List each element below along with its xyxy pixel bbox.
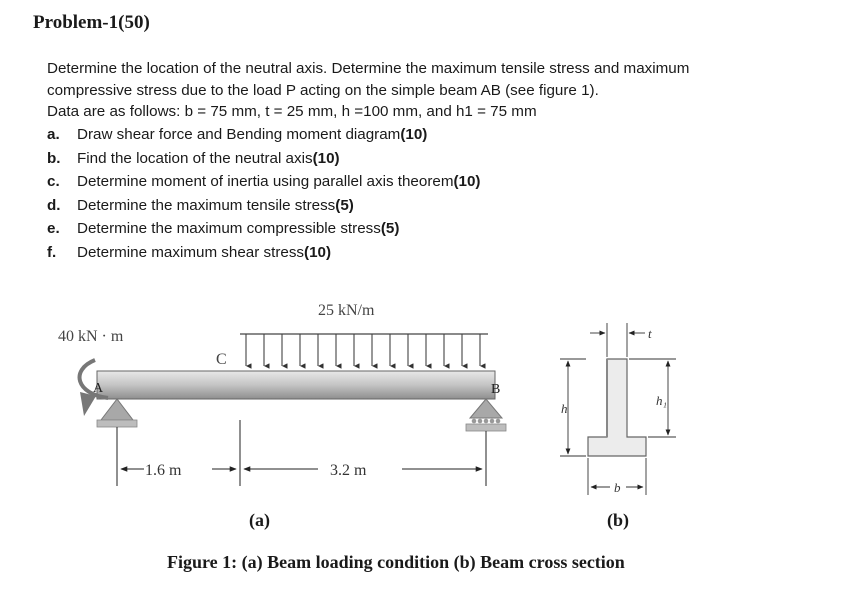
- beam: [97, 371, 495, 399]
- pin-support-a: [97, 399, 137, 427]
- roller-support-b: [466, 399, 506, 431]
- task-mark: c.: [47, 173, 60, 190]
- task-text: Determine the maximum compressible stress: [77, 220, 381, 237]
- intro-line-2: compressive stress due to the load P acting on the simple beam AB (see figure 1).: [47, 81, 599, 99]
- task-points: (5): [335, 196, 354, 214]
- point-a-label: A: [93, 381, 104, 396]
- label-h1: h₁: [656, 393, 668, 408]
- point-b-label: B: [491, 382, 501, 397]
- task-mark: b.: [47, 149, 61, 167]
- task-mark: e.: [47, 220, 60, 237]
- distributed-load: [240, 302, 488, 366]
- task-points: (10): [400, 126, 428, 143]
- task-text: Determine the maximum tensile stress: [77, 196, 336, 214]
- task-points: (5): [380, 220, 400, 237]
- problem-title: Problem-1(50): [33, 12, 150, 33]
- task-text: Draw shear force and Bending moment diagram: [77, 126, 401, 143]
- task-points: (10): [304, 243, 332, 261]
- task-mark: f.: [47, 243, 57, 261]
- subfigure-a-label: (a): [249, 510, 270, 530]
- task-points: (10): [453, 173, 481, 190]
- label-h: h: [561, 401, 568, 416]
- data-line: Data are as follows: b = 75 mm, t = 25 mm, h =100 mm, and h1 = 75 mm: [47, 103, 537, 120]
- dimension-2: 3.2 m: [330, 462, 367, 479]
- point-c-label: C: [216, 351, 227, 368]
- task-text: Determine moment of inertia using parallel axis theorem: [77, 173, 454, 190]
- task-text: Determine maximum shear stress: [77, 243, 305, 261]
- task-points: (10): [312, 149, 340, 167]
- intro-line-1: Determine the location of the neutral axis. Determine the maximum tensile stress and maximum: [47, 60, 690, 77]
- task-mark: a.: [47, 126, 60, 143]
- moment-label: 40 kN · m: [58, 328, 124, 345]
- task-mark: d.: [47, 196, 61, 214]
- dimension-1: 1.6 m: [145, 462, 182, 479]
- label-t: t: [648, 326, 652, 341]
- task-text: Find the location of the neutral axis: [77, 149, 313, 167]
- subfigure-b-label: (b): [607, 510, 629, 530]
- load-label: 25 kN/m: [318, 302, 375, 319]
- label-b: b: [614, 480, 621, 495]
- figure-caption: Figure 1: (a) Beam loading condition (b) Beam cross section: [167, 552, 625, 572]
- cross-section: [588, 359, 646, 456]
